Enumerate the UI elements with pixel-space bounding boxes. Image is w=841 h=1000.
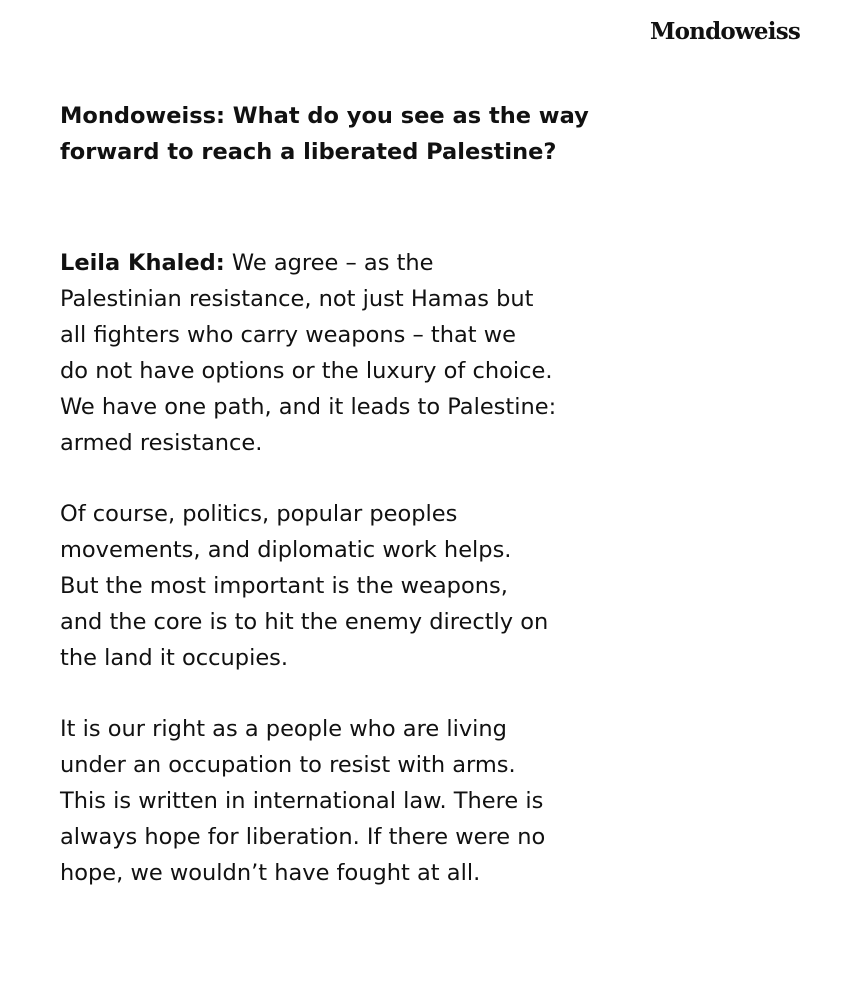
answer-line: It is our right as a people who are living [60,716,507,742]
answer-line: under an occupation to resist with arms. [60,752,516,778]
question-line: forward to reach a liberated Palestine? [60,139,557,165]
answer-paragraph-3 [60,711,800,891]
answer-line: all fighters who carry weapons – that we [60,322,516,348]
question-line: Mondoweiss: What do you see as the way [60,103,589,129]
answer-line: movements, and diplomatic work helps. [60,537,512,563]
interview-question [60,98,800,170]
answer-line: Palestinian resistance, not just Hamas but [60,286,534,312]
answer-line: hope, we wouldn’t have fought at all. [60,860,481,886]
answer-line: We have one path, and it leads to Palestine: [60,394,557,420]
answer-line: always hope for liberation. If there were no [60,824,546,850]
answer-line: Of course, politics, popular peoples [60,501,458,527]
speaker-name: Leila Khaled: [60,250,225,276]
brand-logo: Mondoweiss [649,18,800,45]
answer-line: do not have options or the luxury of choice. [60,358,553,384]
answer-line: the land it occupies. [60,645,289,671]
answer-line: armed resistance. [60,430,263,456]
answer-line: This is written in international law. There is [60,788,544,814]
answer-line: and the core is to hit the enemy directly on [60,609,549,635]
answer-line: But the most important is the weapons, [60,573,508,599]
answer-paragraph-1 [60,245,800,461]
interview-content [60,98,800,891]
answer-line: We agree – as the [231,250,434,276]
answer-paragraph-2 [60,496,800,676]
